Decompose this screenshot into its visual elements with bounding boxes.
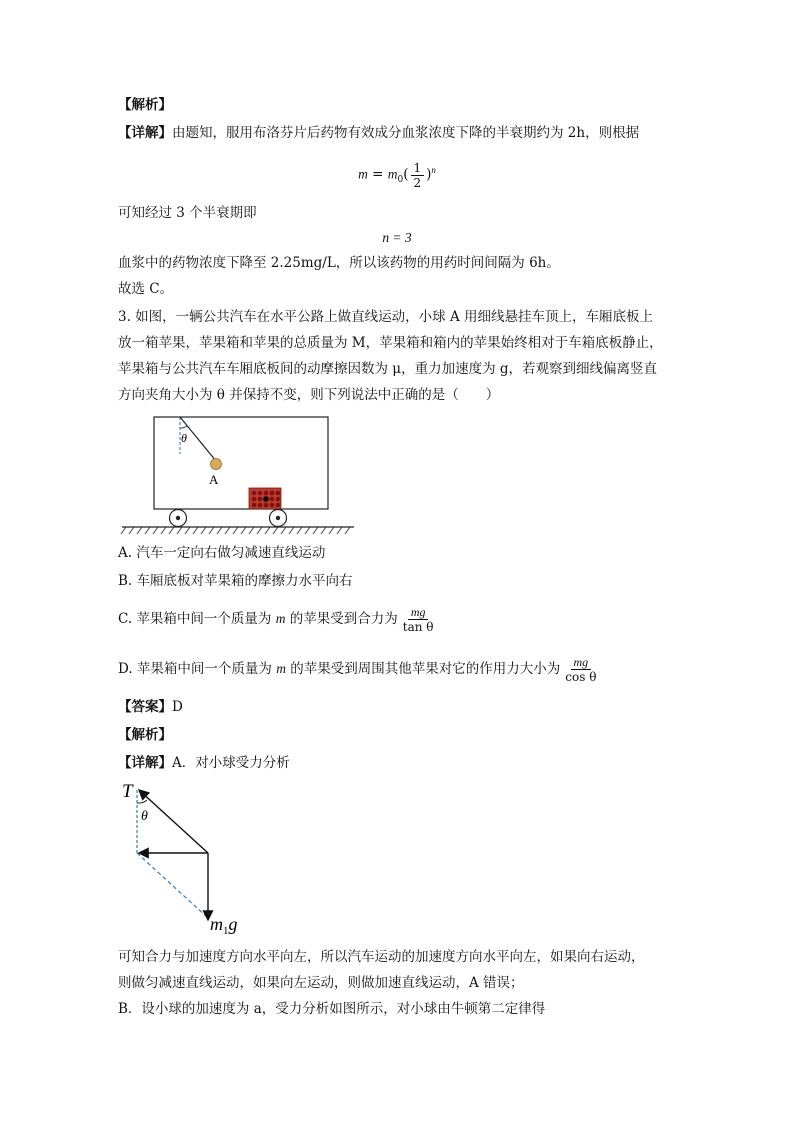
question-line-1: 3. 如图，一辆公共汽车在水平公路上做直线运动，小球 A 用细线悬挂车顶上，车厢底板上 — [118, 309, 654, 325]
question-line-3: 苹果箱与公共汽车车厢底板间的动摩擦因数为 μ，重力加速度为 g，若观察到细线偏离竖直 — [118, 361, 657, 377]
detail-paragraph-2: 【详解】A．对小球受力分析 — [118, 755, 290, 771]
answer-line — [118, 698, 183, 716]
analysis-line-2: 则做匀减速直线运动，如果向左运动，则做加速直线运动，A 错误； — [118, 975, 524, 991]
diagonal-dashed-line — [137, 853, 208, 918]
n-equals-formula: n = 3 — [382, 230, 412, 245]
option-d: D. 苹果箱中间一个质量为 m 的苹果受到周围其他苹果对它的作用力大小为 $\frac{mg}{\text{cos θ}}$ — [118, 652, 601, 686]
tension-arrow — [139, 790, 208, 853]
tension-label: T — [122, 781, 133, 802]
answer-label: 【答案】 — [118, 699, 172, 715]
option-a: A. 汽车一定向右做匀减速直线运动 — [118, 545, 326, 561]
option-c: C. 苹果箱中间一个质量为 m 的苹果受到合力为 $\frac{mg}{\text{tan θ}}$ — [118, 602, 439, 636]
choice-line: 故选 C。 — [118, 281, 174, 297]
question-line-4: 方向夹角大小为 θ 并保持不变，则下列说法中正确的是（ ） — [118, 387, 500, 403]
analysis-line-1: 可知合力与加速度方向水平向左，所以汽车运动的加速度方向水平向左，如果向右运动， — [118, 949, 645, 965]
detail-text: 由题知，服用布洛芬片后药物有效成分血浆浓度下降的半衰期约为 2h，则根据 — [172, 125, 640, 141]
ball-a-label: A — [209, 472, 219, 487]
half-life-formula: $m = m_0$( $\frac{1}{2}$ )$^n$ — [358, 160, 436, 190]
question-line-2: 放一箱苹果，苹果箱和苹果的总质量为 M，苹果箱和箱内的苹果始终相对于车箱底板静止， — [118, 335, 663, 351]
weight-label: $m_1g$ — [210, 914, 238, 934]
three-halflives-line: 可知经过 3 个半衰期即 — [118, 205, 257, 221]
option-b: B. 车厢底板对苹果箱的摩擦力水平向右 — [118, 573, 353, 589]
detail-paragraph-1 — [118, 124, 639, 142]
option-c-fraction: $\frac{mg}{\text{tan θ}}$ — [402, 605, 434, 634]
angle-theta-label: θ — [181, 431, 187, 445]
answer-value: D — [172, 699, 183, 715]
ball-a — [211, 459, 222, 470]
analysis-heading-2: 【解析】 — [118, 727, 172, 743]
formula-fraction: $\frac{1}{2}$ — [411, 161, 425, 190]
bus-figure — [118, 414, 362, 536]
analysis-line-3: B．设小球的加速度为 a，受力分析如图所示，对小球由牛顿第二定律得 — [118, 1001, 546, 1017]
conclusion-line: 血浆中的药物浓度下降至 2.25mg/L，所以该药物的用药时间间隔为 6h。 — [118, 255, 560, 271]
option-d-fraction: $\frac{mg}{\text{cos θ}}$ — [565, 655, 597, 684]
detail-label: 【详解】 — [118, 125, 172, 141]
force-diagram — [112, 778, 262, 934]
analysis-heading-1: 【解析】 — [118, 97, 172, 113]
apple-box — [249, 488, 281, 509]
theta-label: θ — [141, 809, 148, 824]
